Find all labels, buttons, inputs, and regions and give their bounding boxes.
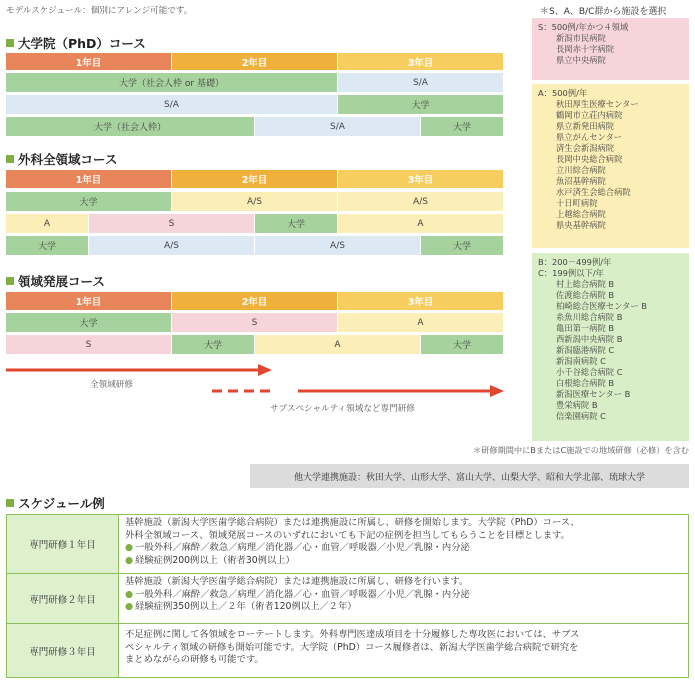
schedule-cell: 大学 <box>421 236 504 256</box>
schedule-cell: 大学（社会人枠） <box>6 117 255 137</box>
facility-item: 豊栄病院 B <box>556 400 598 410</box>
facility-item: 十日町病院 <box>556 198 598 208</box>
schedule-cell: 大学 <box>421 335 504 355</box>
schedule-cell: A/S <box>338 192 504 212</box>
year-header-1: 1年目 <box>6 170 172 189</box>
schedule-cell: A/S <box>172 192 338 212</box>
schedule-line: まとめながらの研修も可能です。 <box>125 654 264 665</box>
schedule-cell: S <box>172 313 338 333</box>
schedule-bullet: ● 経験症例200例以上（術者30例以上） <box>125 555 682 568</box>
facility-item: 長岡赤十字病院 <box>556 44 615 54</box>
schedule-bullet: ● 一般外科／麻酔／救急／病理／消化器／心・血管／呼吸器／小児／乳腺・内分泌 <box>125 589 682 602</box>
schedule-cell: S/A <box>255 117 421 137</box>
schedule-row-label: 専門研修１年目 <box>7 515 119 573</box>
facility-item: 魚沼基幹病院 <box>556 176 606 186</box>
schedule-row-label: 専門研修３年目 <box>7 624 119 677</box>
schedule-row-body <box>119 574 688 623</box>
course-title-text: 外科全領域コース <box>18 152 118 167</box>
course-title-phd <box>6 34 146 52</box>
bc-group-box <box>532 253 689 441</box>
partner-universities: 他大学連携施設：秋田大学、山形大学、富山大学、山梨大学、昭和大学北部、琉球大学 <box>250 464 689 488</box>
facility-item: 新潟南病院 C <box>556 356 606 366</box>
s-group-box <box>532 18 689 80</box>
schedule-cell: 大学 <box>338 95 504 115</box>
a-group-title: A：500例/年 <box>538 88 588 98</box>
schedule-title <box>6 494 105 512</box>
facility-item: 秋田厚生医療センター <box>556 99 639 109</box>
facility-item: 白根総合病院 B <box>556 378 615 388</box>
facility-item: 県立がんセンター <box>556 132 623 142</box>
schedule-row-year1 <box>6 514 689 574</box>
schedule-cell: A <box>6 214 89 234</box>
year-header-2: 2年目 <box>172 292 338 311</box>
facility-item: 県立中央病院 <box>556 55 606 65</box>
schedule-row-year3 <box>6 624 689 678</box>
all-fields-arrow <box>6 364 272 376</box>
schedule-cell: A <box>338 313 504 333</box>
all-fields-arrow-label: 全領域研修 <box>90 380 133 390</box>
facility-item: 新潟医療センター B <box>556 389 631 399</box>
year-header-2: 2年目 <box>172 53 338 71</box>
facility-item: 済生会新潟病院 <box>556 143 615 153</box>
section-marker-icon <box>6 499 14 507</box>
schedule-cell: 大学 <box>6 236 89 256</box>
schedule-cell: S/A <box>338 73 504 93</box>
course-title-general-surgery <box>6 150 117 168</box>
schedule-row-body <box>119 624 688 677</box>
b-group-title: B：200－499例/年 <box>538 257 612 267</box>
facility-item: 上越総合病院 <box>556 209 606 219</box>
course-title-text: 大学院（PhD）コース <box>18 36 146 51</box>
year-header-1: 1年目 <box>6 292 172 311</box>
schedule-row-body <box>119 515 688 573</box>
schedule-row-year2 <box>6 574 689 624</box>
year-header-1: 1年目 <box>6 53 172 71</box>
subspecialty-arrow-label: サブスペシャルティ領域など専門研修 <box>270 404 415 414</box>
schedule-row-label: 専門研修２年目 <box>7 574 119 623</box>
schedule-cell: 大学 <box>255 214 338 234</box>
facility-item: 西新潟中央病院 B <box>556 334 623 344</box>
schedule-cell: 大学 <box>6 313 172 333</box>
c-group-title: C：199例以下/年 <box>538 268 604 278</box>
facility-item: 村上総合病院 B <box>556 279 615 289</box>
section-marker-icon <box>6 277 14 285</box>
schedule-cell: 大学 <box>172 335 255 355</box>
year-header-3: 3年目 <box>338 292 504 311</box>
facility-item: 信楽園病院 C <box>556 411 606 421</box>
schedule-cell: A <box>255 335 421 355</box>
facility-item: 小千谷総合病院 C <box>556 367 623 377</box>
facility-item: 佐渡総合病院 B <box>556 290 615 300</box>
schedule-cell: A <box>338 214 504 234</box>
schedule-bullet: ● 経験症例350例以上／２年（術者120例以上／２年） <box>125 601 682 614</box>
facility-item: 糸魚川総合病院 B <box>556 312 623 322</box>
section-marker-icon <box>6 39 14 47</box>
course-title-text: 領域発展コース <box>18 274 105 289</box>
schedule-cell: 大学（社会人枠 or 基礎） <box>6 73 338 93</box>
schedule-cell: 大学 <box>6 192 172 212</box>
schedule-bullet: ● 一般外科／麻酔／救急／病理／消化器／心・血管／呼吸器／小児／乳腺・内分泌 <box>125 542 682 555</box>
section-marker-icon <box>6 155 14 163</box>
training-arrows <box>0 360 510 408</box>
schedule-cell: S/A <box>6 95 338 115</box>
schedule-cell: 大学 <box>421 117 504 137</box>
subspecialty-arrow <box>212 385 504 397</box>
schedule-cell: S <box>6 335 172 355</box>
facility-item: 鶴岡市立荘内病院 <box>556 110 623 120</box>
facility-item: 新潟臨港病院 C <box>556 345 615 355</box>
year-header-2: 2年目 <box>172 170 338 189</box>
schedule-title-text: スケジュール例 <box>18 496 105 511</box>
facility-item: 県央基幹病院 <box>556 220 606 230</box>
facility-item: 長岡中央総合病院 <box>556 154 623 164</box>
schedule-line: 基幹施設（新潟大学医歯学総合病院）または連携施設に所属し、研修を開始します。大学院（PhD）コース、 <box>125 517 580 528</box>
year-header-3: 3年目 <box>338 53 504 71</box>
facility-item: 県立新発田病院 <box>556 121 615 131</box>
course-title-regional <box>6 272 105 290</box>
s-group-title: S：500例/年かつ４領域 <box>538 22 629 32</box>
schedule-cell: S <box>89 214 255 234</box>
schedule-cell: A/S <box>255 236 421 256</box>
schedule-line: ペシャルティ領域の研修も開始可能です。大学院（PhD）コース履修者は、新潟大学医歯学総合病院で研究を <box>125 641 579 653</box>
facility-item: 柏崎総合医療センター B <box>556 301 647 311</box>
schedule-cell: A/S <box>89 236 255 256</box>
year-header-3: 3年目 <box>338 170 504 189</box>
facility-item: 立川綜合病院 <box>556 165 606 175</box>
schedule-line: 外科全領域コース、領域発展コースのいずれにおいても下記の症例を担当してもらうことを目標とします。 <box>125 529 570 541</box>
facility-heading: ＊S、A、B/C群から施設を選択 <box>540 7 667 17</box>
intro-note: モデルスケジュール：個別にアレンジ可能です。 <box>6 6 193 16</box>
facility-item: 水戸済生会総合病院 <box>556 187 631 197</box>
facility-item: 新潟市民病院 <box>556 33 606 43</box>
schedule-line: 基幹施設（新潟大学医歯学総合病院）または連携施設に所属し、研修を行います。 <box>125 576 469 587</box>
facility-item: 亀田第一病院 B <box>556 323 615 333</box>
schedule-line: 不足症例に関して各領域をローテートします。外科専門医達成項目を十分履修した専攻医においては、サブス <box>125 629 580 640</box>
a-group-box <box>532 84 689 248</box>
facility-footnote: ＊研修期間中にBまたはC施設での地域研修（必修）を含む <box>472 445 689 455</box>
